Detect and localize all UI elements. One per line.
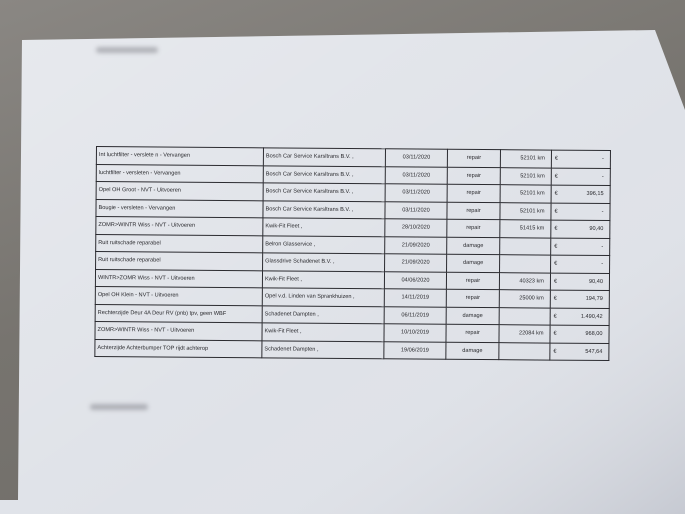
record-vendor: Schadenet Dampten , — [262, 305, 384, 323]
record-date: 03/11/2020 — [385, 149, 447, 167]
record-date: 14/11/2019 — [384, 289, 446, 307]
record-mileage: 40323 km — [499, 272, 550, 290]
record-cost: - — [601, 173, 604, 180]
record-vendor: Kwik-Fit Fleet , — [263, 218, 385, 236]
paper-smudge — [96, 47, 158, 53]
currency-symbol: € — [554, 208, 558, 215]
currency-symbol: € — [553, 348, 557, 355]
record-date: 21/09/2020 — [385, 254, 447, 272]
record-type: repair — [446, 324, 499, 342]
record-description: luchtfilter - versleten - Vervangen — [96, 164, 263, 183]
record-mileage: 25000 km — [499, 290, 550, 308]
record-date: 03/11/2020 — [385, 184, 447, 202]
record-cost-cell — [551, 168, 610, 186]
record-type: damage — [447, 254, 500, 272]
record-cost: 547,64 — [585, 348, 603, 355]
currency-symbol: € — [553, 278, 558, 285]
record-cost-cell — [551, 203, 610, 221]
currency-symbol: € — [554, 260, 558, 267]
record-cost: 396,15 — [586, 191, 604, 198]
record-date: 03/11/2020 — [385, 166, 447, 184]
record-cost: 968,00 — [585, 331, 603, 338]
record-mileage: 52101 km — [500, 185, 551, 203]
record-cost-cell — [551, 185, 610, 203]
record-cost-cell — [550, 325, 609, 343]
record-cost: 90,40 — [589, 226, 604, 233]
record-vendor: Bosch Car Service Karsltrans B.V. , — [263, 165, 385, 183]
record-mileage: 52101 km — [500, 167, 551, 185]
record-cost-cell — [550, 343, 609, 361]
record-mileage — [500, 237, 551, 255]
record-cost-cell — [551, 220, 610, 238]
record-description: Opel OH Groot - NVT - Uitvoeren — [96, 182, 263, 201]
record-vendor: Belron Glasservice , — [263, 235, 385, 253]
record-mileage: 52101 km — [500, 202, 551, 220]
record-description: Rechterzijde Deur 4A Deur RV (pnb) tpv, geen WBF — [95, 304, 262, 323]
record-date: 19/06/2019 — [384, 341, 446, 359]
record-date: 10/10/2019 — [384, 324, 446, 342]
currency-symbol: € — [554, 225, 558, 232]
record-cost-cell — [550, 273, 609, 291]
record-mileage: 22084 km — [499, 325, 550, 343]
record-description: Int luchtfilter - verslete n - Vervangen — [96, 147, 263, 166]
record-type: repair — [447, 219, 500, 237]
record-type: repair — [447, 184, 500, 202]
currency-symbol: € — [553, 313, 557, 320]
record-type: repair — [447, 149, 500, 167]
record-cost: - — [601, 261, 604, 268]
record-type: damage — [447, 237, 500, 255]
record-vendor: Glassdrive Schadenet B.V. , — [263, 253, 385, 271]
record-cost-cell — [551, 150, 610, 168]
record-type: repair — [447, 202, 500, 220]
record-mileage — [499, 342, 550, 360]
record-cost-cell — [551, 255, 610, 273]
record-cost-cell — [550, 290, 609, 308]
record-cost-cell — [551, 238, 610, 256]
record-mileage — [499, 307, 550, 325]
record-cost-cell — [550, 308, 609, 326]
record-vendor: Bosch Car Service Karsltrans B.V. , — [263, 200, 385, 218]
record-vendor: Bosch Car Service Karsltrans B.V. , — [263, 183, 385, 201]
record-type: repair — [446, 289, 499, 307]
record-vendor: Bosch Car Service Karsltrans B.V. , — [263, 148, 385, 166]
record-description: Opel OH Klein - NVT - Uitvoeren — [95, 286, 262, 305]
record-type: repair — [446, 272, 499, 290]
record-mileage — [500, 255, 551, 273]
record-description: Ruit ruitschade reparabel — [96, 252, 263, 271]
record-date: 04/06/2020 — [384, 271, 446, 289]
record-description: Bougie - versleten - Vervangen — [96, 199, 263, 218]
record-type: damage — [446, 342, 499, 360]
record-cost: 1.490,42 — [580, 313, 603, 320]
record-cost: 90,40 — [588, 278, 603, 285]
record-vendor: Kwik-Fit Fleet , — [262, 323, 384, 341]
record-description: ZOMR>WINTR Wiss - NVT - Uitvoeren — [95, 321, 262, 340]
record-date: 03/11/2020 — [385, 201, 447, 219]
record-type: repair — [447, 167, 500, 185]
table-row — [95, 339, 609, 361]
record-cost: - — [601, 243, 604, 250]
record-mileage: 52101 km — [500, 150, 551, 168]
record-date: 06/11/2019 — [384, 306, 446, 324]
record-description: WINTR>ZOMR Wiss - NVT - Uitvoeren — [95, 269, 262, 288]
currency-symbol: € — [554, 173, 558, 180]
currency-symbol: € — [553, 330, 557, 337]
record-vendor: Kwik-Fit Fleet , — [262, 270, 384, 288]
record-vendor: Opel v.d. Linden van Sprankhuizen , — [262, 288, 384, 306]
record-mileage: 51415 km — [500, 220, 551, 238]
record-cost: - — [602, 156, 604, 163]
record-date: 21/09/2020 — [385, 236, 447, 254]
currency-symbol: € — [554, 243, 558, 250]
record-description: Achterzijde Achterbumper TOP rijdt achterop — [95, 339, 262, 358]
record-cost: 194,79 — [585, 296, 603, 303]
record-description: Ruit ruitschade reparabel — [96, 234, 263, 253]
currency-symbol: € — [554, 155, 559, 162]
maintenance-table — [94, 146, 611, 361]
record-vendor: Schadenet Dampten , — [262, 340, 384, 358]
currency-symbol: € — [554, 190, 558, 197]
record-description: ZOMR>WINTR Wiss - NVT - Uitvoeren — [96, 217, 263, 236]
record-cost: - — [601, 208, 604, 215]
record-date: 28/10/2020 — [385, 219, 447, 237]
currency-symbol: € — [553, 295, 557, 302]
record-type: damage — [446, 307, 499, 325]
paper-smudge — [90, 404, 148, 410]
